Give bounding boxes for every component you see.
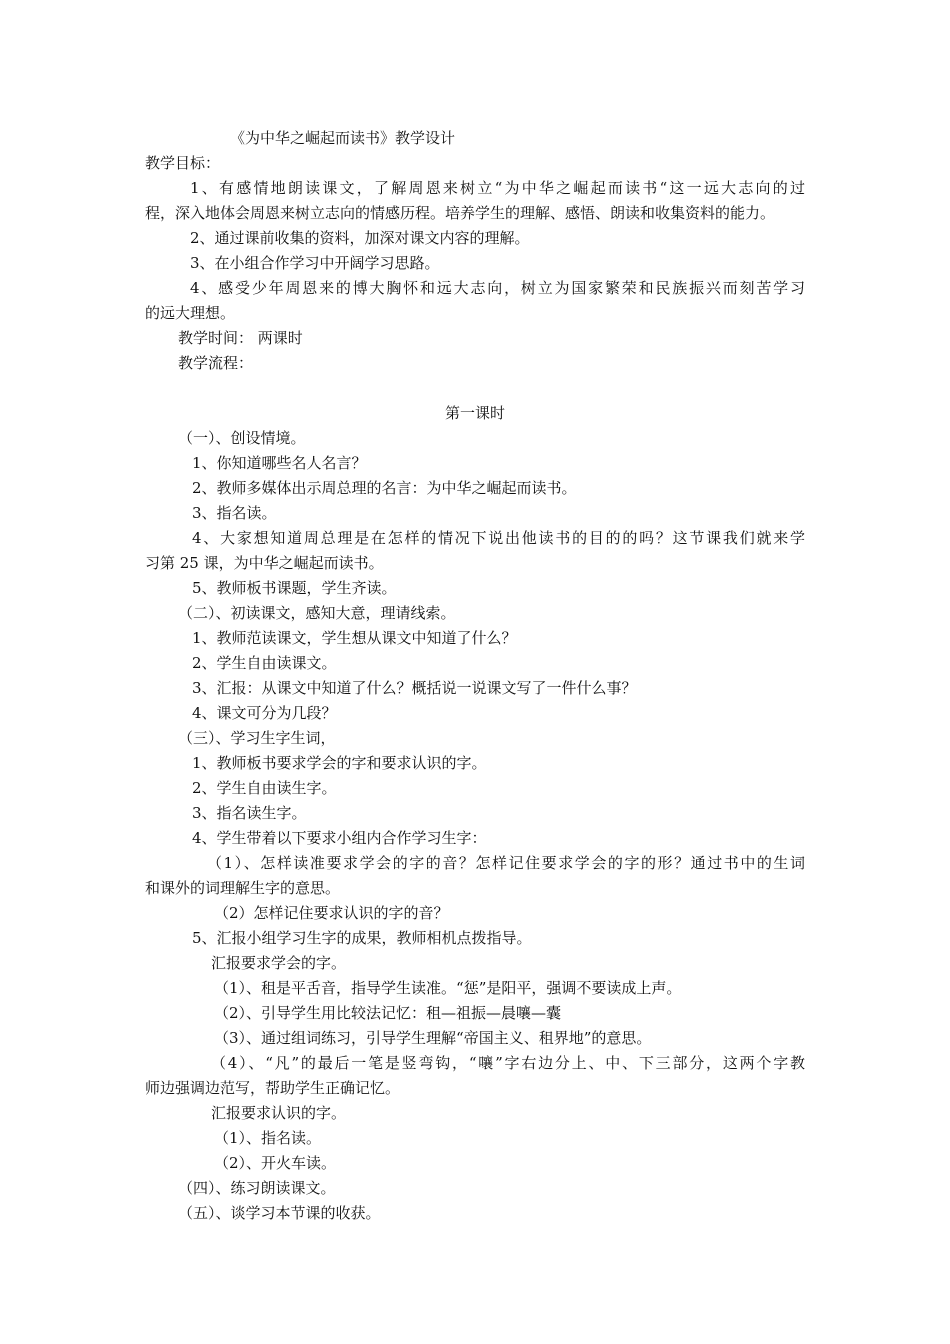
objective-2: 2、通过课前收集的资料，加深对课文内容的理解。 <box>190 229 530 247</box>
objective-4-line-1: 4、感受少年周恩来的博大胸怀和远大志向，树立为国家繁荣和民族振兴而刻苦学习 <box>190 279 805 297</box>
objective-3: 3、在小组合作学习中开阔学习思路。 <box>190 254 440 272</box>
report-recognized-chars-1: （1）、指名读。 <box>214 1129 322 1147</box>
section-3-item-1: 1、教师板书要求学会的字和要求认识的字。 <box>192 754 487 772</box>
section-5-heading: （五）、谈学习本节课的收获。 <box>178 1204 381 1222</box>
section-3-item-4-sub-1-line-1: （1）、怎样读准要求学会的字的音？怎样记住要求学会的字的形？通过书中的生词 <box>207 854 805 872</box>
section-1-item-3: 3、指名读。 <box>192 504 277 522</box>
section-1-item-4-line-1: 4、大家想知道周总理是在怎样的情况下说出他读书的目的的吗？这节课我们就来学 <box>192 529 805 547</box>
section-3-item-4-sub-2: （2）怎样记住要求认识的字的音？ <box>214 904 449 922</box>
section-3-item-2: 2、学生自由读生字。 <box>192 779 337 797</box>
section-1-item-5: 5、教师板书课题，学生齐读。 <box>192 579 397 597</box>
report-learned-chars: 汇报要求学会的字。 <box>211 954 347 972</box>
section-1-item-4-line-2: 习第 25 课，为中华之崛起而读书。 <box>145 554 384 572</box>
section-1-item-1: 1、你知道哪些名人名言？ <box>192 454 367 472</box>
section-2-item-3: 3、汇报：从课文中知道了什么？概括说一说课文写了一件什么事？ <box>192 679 637 697</box>
document-title: 《为中华之崛起而读书》教学设计 <box>230 129 456 147</box>
report-learned-chars-4-line-1: （4）、“凡”的最后一笔是竖弯钩，“嚷”字右边分上、中、下三部分，这两个字教 <box>211 1054 805 1072</box>
section-2-item-1: 1、教师范读课文，学生想从课文中知道了什么？ <box>192 629 517 647</box>
objective-1-line-1: 1、有感情地朗读课文，了解周恩来树立“为中华之崛起而读书“这一远大志向的过 <box>190 179 805 197</box>
report-learned-chars-4-line-2: 师边强调边范写，帮助学生正确记忆。 <box>145 1079 401 1097</box>
section-4-heading: （四）、练习朗读课文。 <box>178 1179 336 1197</box>
section-2-item-2: 2、学生自由读课文。 <box>192 654 337 672</box>
objective-1-line-2: 程，深入地体会周恩来树立志向的情感历程。培养学生的理解、感悟、朗读和收集资料的能力。 <box>145 204 776 222</box>
section-3-item-5: 5、汇报小组学习生字的成果，教师相机点拨指导。 <box>192 929 532 947</box>
teaching-time: 教学时间： 两课时 <box>178 329 303 347</box>
objectives-heading: 教学目标： <box>145 154 221 172</box>
report-recognized-chars: 汇报要求认识的字。 <box>211 1104 347 1122</box>
section-3-heading: （三）、学习生字生词， <box>178 729 336 747</box>
section-1-heading: （一）、创设情境。 <box>178 429 306 447</box>
lesson-1-heading: 第一课时 <box>444 404 505 422</box>
section-2-item-4: 4、课文可分为几段？ <box>192 704 337 722</box>
section-3-item-4-sub-1-line-2: 和课外的词理解生字的意思。 <box>145 879 341 897</box>
teaching-process-label: 教学流程： <box>178 354 254 372</box>
report-learned-chars-1: （1）、租是平舌音，指导学生读准。“惩”是阳平，强调不要读成上声。 <box>214 979 682 997</box>
section-1-item-2: 2、教师多媒体出示周总理的名言：为中华之崛起而读书。 <box>192 479 577 497</box>
section-2-heading: （二）、初读课文，感知大意，理请线索。 <box>178 604 456 622</box>
report-learned-chars-3: （3）、通过组词练习，引导学生理解“帝国主义、租界地”的意思。 <box>214 1029 652 1047</box>
objective-4-line-2: 的远大理想。 <box>145 304 236 322</box>
section-3-item-3: 3、指名读生字。 <box>192 804 307 822</box>
section-3-item-4: 4、学生带着以下要求小组内合作学习生字： <box>192 829 487 847</box>
report-learned-chars-2: （2）、引导学生用比较法记忆：租—祖振—晨嚷—囊 <box>214 1004 562 1022</box>
report-recognized-chars-2: （2）、开火车读。 <box>214 1154 337 1172</box>
